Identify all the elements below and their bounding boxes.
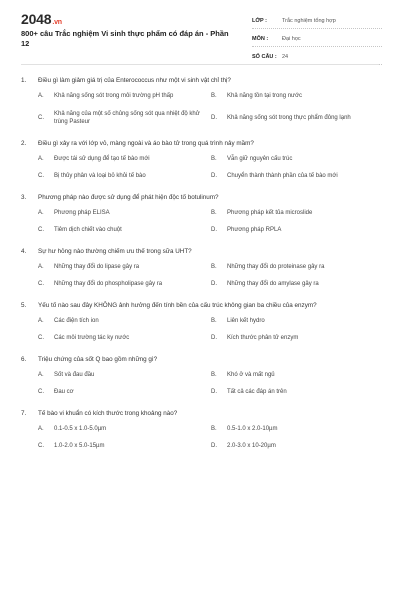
- option-letter: A.: [38, 155, 44, 162]
- option-text: Liên kết hydro: [227, 317, 265, 324]
- option-text: Những thay đổi do phospholipase gây ra: [54, 281, 163, 287]
- option-text: Được tái sử dụng để tạo tế bào mới: [54, 155, 150, 162]
- option-text: Bị thủy phân và loại bỏ khỏi tế bào: [54, 173, 146, 179]
- question-item: [21, 409, 379, 451]
- question-text: Yếu tố nào sau đây KHÔNG ảnh hưởng đến tính bền của cấu trúc không gian ba chiều của enzym?: [38, 301, 317, 309]
- question-text: Điều gì xảy ra với lớp vỏ, màng ngoài và áo bào tử trong quá trình nảy mầm?: [38, 139, 254, 147]
- meta-value: 24: [282, 53, 289, 60]
- option-text: Khó ở và mất ngủ: [227, 371, 275, 378]
- option-letter: C.: [38, 443, 44, 449]
- answer-options: [21, 92, 379, 127]
- answer-option[interactable]: [38, 226, 211, 235]
- option-letter: D.: [211, 173, 217, 179]
- answer-option[interactable]: [211, 155, 384, 164]
- option-letter: B.: [211, 155, 217, 162]
- answer-option[interactable]: [38, 172, 211, 181]
- answer-option[interactable]: [211, 226, 384, 235]
- option-text: 0.5-1.0 x 2.0-10µm: [227, 425, 278, 432]
- question-number: 6.: [21, 355, 27, 363]
- option-text: 0.1-0.5 x 1.0-5.0µm: [54, 425, 107, 432]
- answer-option[interactable]: [211, 442, 384, 451]
- option-text: Khả năng sống sót trong môi trường pH thấp: [54, 93, 174, 99]
- answer-options: [21, 263, 379, 289]
- option-text: Phương pháp RPLA: [227, 227, 282, 233]
- answer-option[interactable]: [211, 280, 384, 289]
- answer-option[interactable]: [211, 209, 384, 218]
- answer-option[interactable]: [38, 371, 211, 380]
- option-text: Phương pháp kết tủa microslide: [227, 209, 313, 216]
- option-letter: A.: [38, 425, 44, 432]
- meta-label: MÔN :: [252, 35, 269, 42]
- question-stem: [21, 247, 379, 256]
- question-text: Sự hư hỏng nào thường chiếm ưu thế trong sữa UHT?: [38, 247, 192, 255]
- question-number: 1.: [21, 77, 27, 84]
- answer-option[interactable]: [211, 371, 384, 380]
- answer-option[interactable]: [211, 172, 384, 181]
- question-item: [21, 193, 379, 235]
- answer-option[interactable]: [211, 263, 384, 272]
- option-text: Vẫn giữ nguyên cấu trúc: [227, 155, 293, 162]
- question-stem: [21, 301, 379, 310]
- option-text: Chuyển thành thành phần của tế bào mới: [227, 173, 338, 179]
- option-letter: C.: [38, 281, 44, 287]
- answer-options: [21, 155, 379, 181]
- header-divider: [21, 64, 379, 65]
- option-text: Khả năng tồn tại trong nước: [227, 93, 302, 99]
- answer-option[interactable]: [211, 110, 384, 127]
- option-text: Sốt và đau đầu: [54, 371, 95, 378]
- option-text: Tất cả các đáp án trên: [227, 389, 287, 395]
- option-text: Những thay đổi do amylase gây ra: [227, 281, 319, 287]
- answer-option[interactable]: [211, 317, 384, 326]
- answer-option[interactable]: [38, 388, 211, 397]
- option-text: Những thay đổi do lipase gây ra: [54, 263, 140, 270]
- option-letter: B.: [211, 425, 217, 432]
- answer-option[interactable]: [38, 110, 211, 127]
- option-letter: C.: [38, 389, 44, 395]
- option-letter: C.: [38, 114, 44, 121]
- option-letter: D.: [211, 227, 217, 233]
- question-text: Điều gì làm giảm giá trị của Enterococcus như một vi sinh vật chỉ thị?: [38, 77, 231, 84]
- option-letter: C.: [38, 227, 44, 233]
- logo-suffix: .vn: [52, 19, 62, 26]
- answer-option[interactable]: [38, 209, 211, 218]
- answer-option[interactable]: [211, 92, 384, 101]
- option-letter: A.: [38, 263, 44, 270]
- option-text: Tiêm dịch chiết vào chuột: [54, 227, 122, 233]
- option-letter: A.: [38, 317, 44, 324]
- meta-info: [252, 13, 382, 65]
- site-logo[interactable]: [21, 11, 62, 27]
- option-letter: D.: [211, 281, 217, 287]
- option-letter: C.: [38, 173, 44, 179]
- question-number: 2.: [21, 139, 27, 147]
- answer-option[interactable]: [38, 317, 211, 326]
- option-text: 2.0-3.0 x 10-20µm: [227, 443, 276, 449]
- answer-option[interactable]: [38, 280, 211, 289]
- option-letter: C.: [38, 335, 44, 341]
- question-stem: [21, 139, 379, 148]
- question-item: [21, 76, 379, 127]
- option-text: Đau cơ: [54, 389, 74, 395]
- answer-options: [21, 209, 379, 235]
- option-letter: D.: [211, 389, 217, 395]
- meta-row-class: [252, 13, 382, 29]
- option-letter: A.: [38, 93, 44, 99]
- answer-option[interactable]: [211, 334, 384, 343]
- option-letter: D.: [211, 335, 217, 341]
- option-text: Những thay đổi do proteinase gây ra: [227, 263, 325, 270]
- option-letter: D.: [211, 114, 217, 121]
- question-item: [21, 247, 379, 289]
- question-text: Phương pháp nào được sử dụng để phát hiện độc tố botulinum?: [38, 193, 219, 201]
- answer-options: [21, 425, 379, 451]
- option-text: Các điện tích ion: [54, 317, 99, 324]
- option-text: Khả năng sống sót trong thực phẩm đông lạnh: [227, 114, 351, 121]
- question-number: 4.: [21, 247, 27, 255]
- question-number: 5.: [21, 301, 27, 309]
- answer-option[interactable]: [38, 155, 211, 164]
- answer-option[interactable]: [211, 425, 384, 434]
- question-list: [21, 76, 379, 463]
- meta-label: SỐ CÂU :: [252, 53, 277, 60]
- question-text: Tế bào vi khuẩn có kích thước trong khoảng nào?: [38, 409, 178, 417]
- question-number: 3.: [21, 193, 27, 201]
- option-text: Phương pháp ELISA: [54, 209, 110, 216]
- option-letter: D.: [211, 443, 217, 449]
- answer-option[interactable]: [38, 425, 211, 434]
- option-text: Khả năng của một số chủng sống sót qua nhiệt độ khử trùng Pasteur: [54, 110, 200, 125]
- question-stem: [21, 76, 379, 85]
- option-text: Kích thước phân tử enzym: [227, 335, 299, 341]
- question-text: Triệu chứng của sốt Q bao gồm những gì?: [38, 355, 158, 363]
- question-stem: [21, 355, 379, 364]
- question-item: [21, 355, 379, 397]
- answer-option[interactable]: [38, 442, 211, 451]
- option-letter: A.: [38, 209, 44, 216]
- option-letter: B.: [211, 209, 217, 216]
- meta-value: Đại học: [282, 35, 301, 42]
- option-letter: B.: [211, 371, 217, 378]
- meta-row-subject: [252, 31, 382, 47]
- answer-option[interactable]: [38, 92, 211, 101]
- answer-option[interactable]: [211, 388, 384, 397]
- option-letter: B.: [211, 93, 217, 99]
- question-item: [21, 301, 379, 343]
- meta-label: LỚP :: [252, 17, 267, 24]
- option-letter: B.: [211, 317, 217, 324]
- logo-main: 2048: [21, 11, 52, 27]
- option-letter: A.: [38, 371, 44, 378]
- page-header: [0, 0, 400, 62]
- answer-option[interactable]: [38, 334, 211, 343]
- option-text: Các môi trường tác ky nước: [54, 335, 130, 341]
- meta-value: Trắc nghiệm tổng hợp: [282, 17, 336, 24]
- answer-option[interactable]: [38, 263, 211, 272]
- document-title: 800+ câu Trắc nghiệm Vi sinh thực phẩm có đáp án - Phần 12: [21, 29, 229, 48]
- question-stem: [21, 409, 379, 418]
- question-item: [21, 139, 379, 181]
- answer-options: [21, 371, 379, 397]
- option-letter: B.: [211, 263, 217, 270]
- meta-row-question-count: [252, 49, 382, 65]
- question-number: 7.: [21, 409, 27, 417]
- option-text: 1.0-2.0 x 5.0-15µm: [54, 443, 105, 449]
- answer-options: [21, 317, 379, 343]
- question-stem: [21, 193, 379, 202]
